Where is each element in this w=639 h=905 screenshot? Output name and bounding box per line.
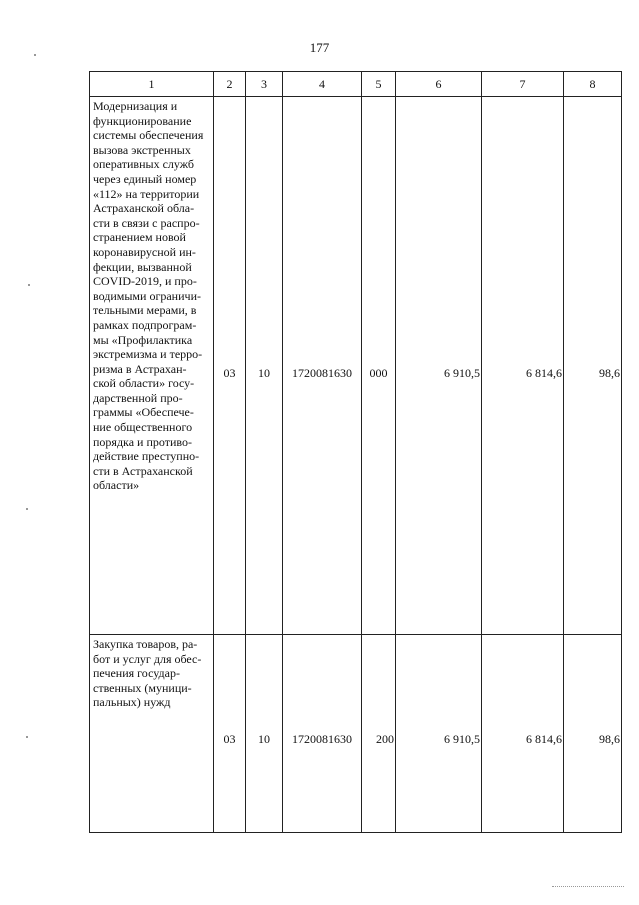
description-line: ственных (муници-	[93, 680, 192, 695]
description-line: экстремизма и терро-	[93, 347, 203, 362]
description-line: вызова экстренных	[93, 142, 191, 157]
column-header: 7	[482, 72, 564, 97]
description-line: ние общественного	[93, 420, 193, 435]
scan-speck	[34, 54, 36, 56]
target-article-code: 1720081630	[283, 635, 362, 833]
column-header: 2	[214, 72, 246, 97]
description-line: Астраханской обла-	[93, 201, 195, 216]
scan-speck	[28, 284, 30, 286]
column-header: 6	[396, 72, 482, 97]
scan-speck	[26, 736, 28, 738]
column-header: 1	[90, 72, 214, 97]
description-line: «112» на территории	[93, 186, 200, 201]
subsection-code: 10	[246, 635, 283, 833]
column-header: 3	[246, 72, 283, 97]
description-line: тельными мерами, в	[93, 303, 197, 318]
section-code: 03	[214, 635, 246, 833]
row-description	[90, 97, 214, 635]
description-line: бот и услуг для обес-	[93, 651, 202, 666]
description-line: оперативных служб	[93, 157, 194, 172]
description-line: странением новой	[93, 230, 186, 245]
description-line: ской области» госу-	[93, 376, 195, 391]
description-line: коронавирусной ин-	[93, 244, 196, 259]
description-line: ризма в Астрахан-	[93, 361, 187, 376]
column-header: 4	[283, 72, 362, 97]
expense-type-code: 200	[362, 635, 396, 833]
execution-percent: 98,6	[564, 97, 622, 635]
expense-type-code: 000	[362, 97, 396, 635]
planned-amount: 6 910,5	[396, 635, 482, 833]
description-line: Закупка товаров, ра-	[93, 637, 198, 651]
description-line: рамках подпрограм-	[93, 317, 197, 332]
description-line: Модернизация и	[93, 99, 178, 113]
table-row	[90, 635, 622, 833]
description-line: сти в Астраханской	[93, 463, 193, 478]
actual-amount: 6 814,6	[482, 635, 564, 833]
description-line: водимыми ограничи-	[93, 288, 201, 303]
subsection-code: 10	[246, 97, 283, 635]
description-line: фекции, вызванной	[93, 259, 192, 274]
description-line: порядка и противо-	[93, 434, 192, 449]
section-code: 03	[214, 97, 246, 635]
description-line: мы «Профилактика	[93, 332, 193, 347]
description-line: действие преступно-	[93, 449, 200, 464]
description-line: дарственной про-	[93, 390, 183, 405]
planned-amount: 6 910,5	[396, 97, 482, 635]
description-line: через единый номер	[93, 171, 197, 186]
description-line: системы обеспечения	[93, 128, 204, 143]
actual-amount: 6 814,6	[482, 97, 564, 635]
description-line: пальных) нужд	[93, 695, 171, 710]
row-description	[90, 635, 214, 833]
page-number: 177	[309, 40, 330, 55]
description-line: печения государ-	[93, 666, 180, 681]
description-line: граммы «Обеспече-	[93, 405, 194, 420]
column-header: 8	[564, 72, 622, 97]
description-line: функционирование	[93, 113, 192, 128]
table-row	[90, 97, 622, 635]
table-header-row	[90, 72, 622, 97]
description-line: COVID-2019, и про-	[93, 274, 197, 289]
scan-edge-mark	[552, 886, 624, 887]
execution-percent: 98,6	[564, 635, 622, 833]
scan-speck	[26, 508, 28, 510]
description-line: области»	[93, 478, 140, 493]
target-article-code: 1720081630	[283, 97, 362, 635]
description-line: сти в связи с распро-	[93, 215, 200, 230]
column-header: 5	[362, 72, 396, 97]
budget-table	[89, 71, 622, 833]
